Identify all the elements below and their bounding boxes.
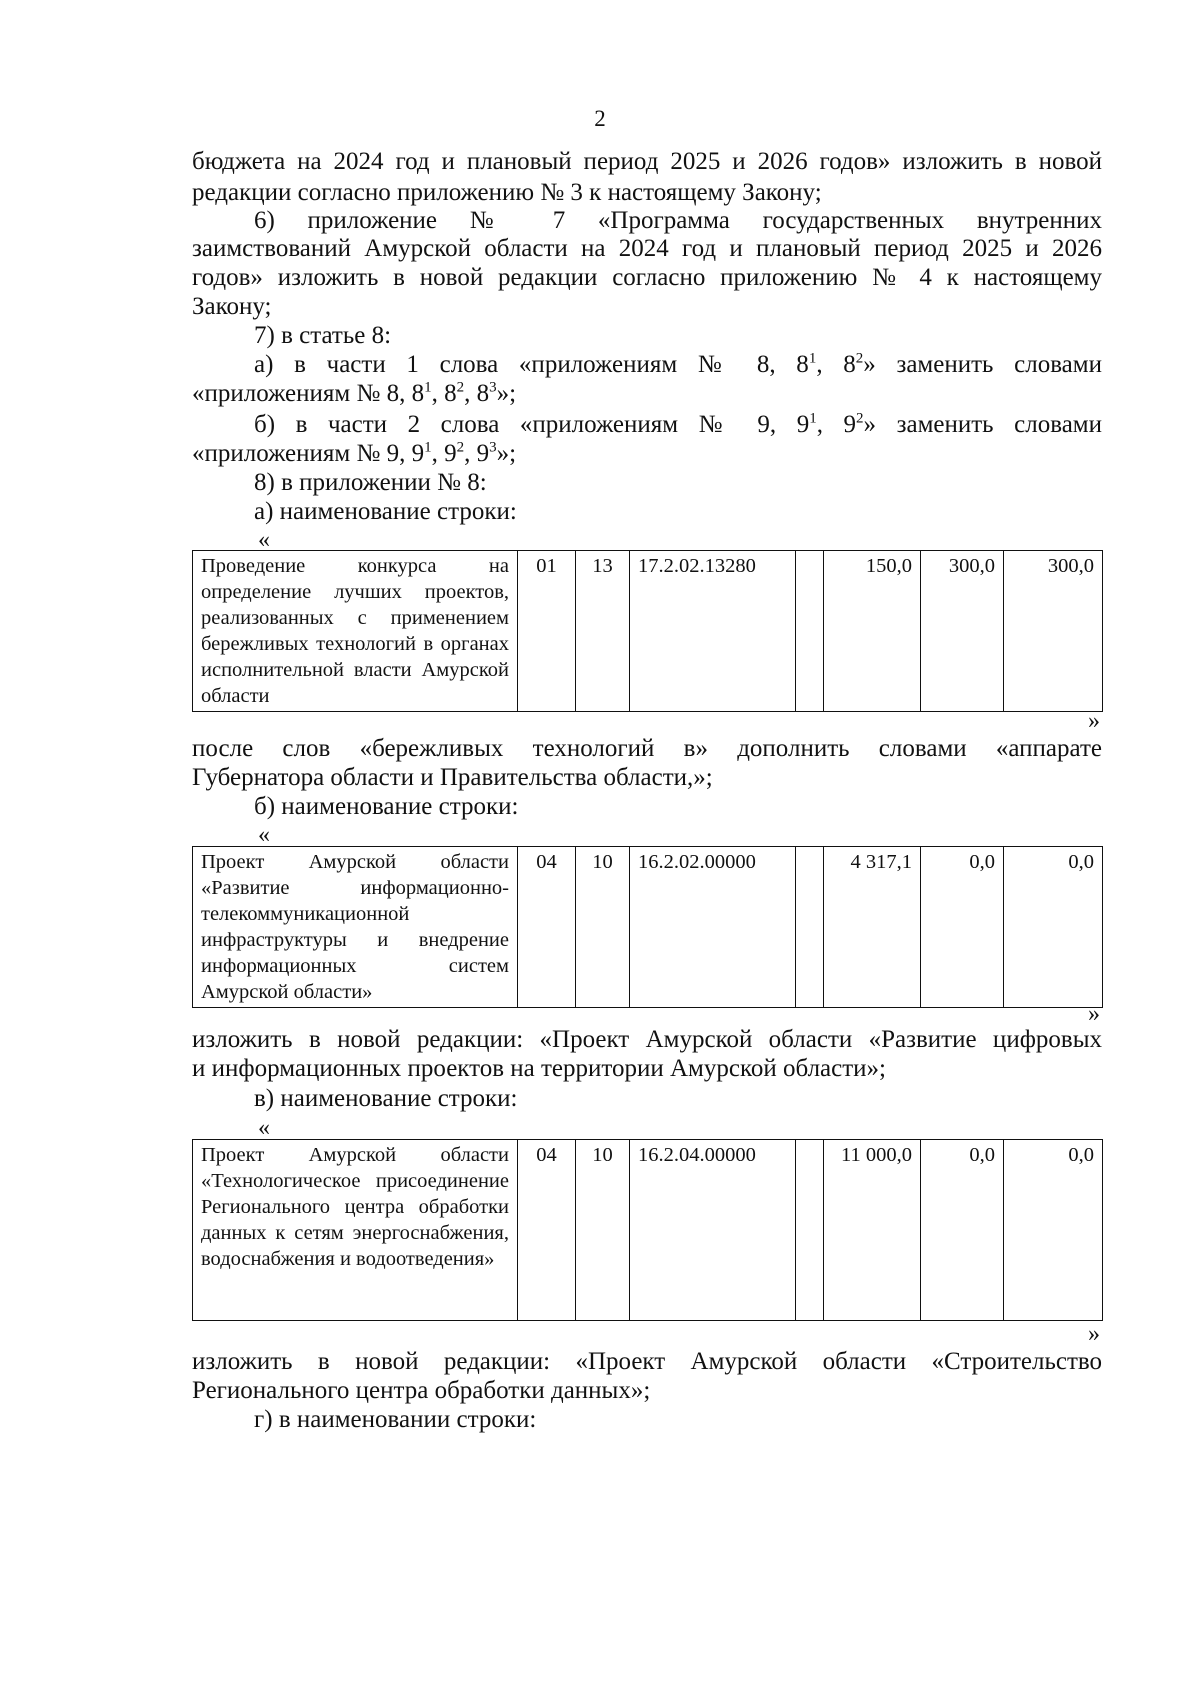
paragraph-line: Закону;	[192, 293, 272, 320]
page-number: 2	[594, 106, 606, 131]
paragraph-line: г) в наименовании строки:	[254, 1406, 537, 1433]
paragraph-line: а) в части 1 слова «приложениям № 8, $8^1$, $8^2$» заменить словами	[254, 350, 1102, 378]
value-2026-cell: 300,0	[1004, 551, 1103, 712]
row-name-cell: Проект Амурской области «Развитие информационно-телекоммуникационной инфраструктуры и внедрение информационных систем Амурской области»	[193, 847, 518, 1008]
row-name-cell: Проект Амурской области «Технологическое присоединение Регионального центра обработки данных к сетям энергоснабжения, водоснабжения и водоотведения»	[193, 1140, 518, 1321]
paragraph-line: Губернатора области и Правительства области,»;	[192, 764, 713, 791]
paragraph-line: «приложениям № 9, $9^1$, $9^2$, $9^3$»;	[192, 439, 517, 467]
paragraph-line: годов» изложить в новой редакции согласно приложению № 4 к настоящему	[192, 264, 1102, 291]
subsection-cell: 13	[576, 551, 630, 712]
budget-row-table	[192, 550, 1103, 712]
value-2024-cell: 150,0	[824, 551, 921, 712]
paragraph-line: после слов «бережливых технологий в» дополнить словами «аппарате	[192, 735, 1102, 762]
paragraph-line: заимствований Амурской области на 2024 год и плановый период 2025 и 2026	[192, 235, 1102, 262]
quote-close: »	[1088, 708, 1100, 734]
value-2024-cell: 4 317,1	[824, 847, 921, 1008]
paragraph-line: Регионального центра обработки данных»;	[192, 1377, 651, 1404]
paragraph-line: а) наименование строки:	[254, 498, 517, 525]
quote-close: »	[1088, 1001, 1100, 1027]
expense-type-cell	[796, 847, 824, 1008]
paragraph-line: бюджета на 2024 год и плановый период 2025 и 2026 годов» изложить в новой	[192, 148, 1102, 175]
target-code-cell: 16.2.04.00000	[630, 1140, 796, 1321]
paragraph-line: 8) в приложении № 8:	[254, 469, 487, 496]
section-cell: 04	[518, 847, 576, 1008]
subsection-cell: 10	[576, 847, 630, 1008]
paragraph-line: редакции согласно приложению № 3 к настоящему Закону;	[192, 179, 822, 206]
value-2026-cell: 0,0	[1004, 1140, 1103, 1321]
section-cell: 04	[518, 1140, 576, 1321]
table-row	[193, 551, 1103, 712]
value-2025-cell: 0,0	[921, 1140, 1004, 1321]
target-code-cell: 16.2.02.00000	[630, 847, 796, 1008]
budget-row-table	[192, 1139, 1103, 1321]
table-row	[193, 1140, 1103, 1321]
value-2024-cell: 11 000,0	[824, 1140, 921, 1321]
expense-type-cell	[796, 551, 824, 712]
quote-open: «	[258, 1115, 270, 1141]
paragraph-line: 6) приложение № 7 «Программа государственных внутренних	[254, 207, 1102, 234]
paragraph-line: и информационных проектов на территории Амурской области»;	[192, 1055, 886, 1082]
paragraph-line: «приложениям № 8, $8^1$, $8^2$, $8^3$»;	[192, 379, 517, 407]
target-code-cell: 17.2.02.13280	[630, 551, 796, 712]
quote-open: «	[258, 822, 270, 848]
value-2025-cell: 300,0	[921, 551, 1004, 712]
row-name-cell: Проведение конкурса на определение лучших проектов, реализованных с применением бережливых технологий в органах исполнительной власти Амурской области	[193, 551, 518, 712]
expense-type-cell	[796, 1140, 824, 1321]
subsection-cell: 10	[576, 1140, 630, 1321]
value-2025-cell: 0,0	[921, 847, 1004, 1008]
paragraph-line: б) наименование строки:	[254, 793, 519, 820]
budget-row-table	[192, 846, 1103, 1008]
table-row	[193, 847, 1103, 1008]
quote-close: »	[1088, 1321, 1100, 1347]
paragraph-line: изложить в новой редакции: «Проект Амурской области «Развитие цифровых	[192, 1026, 1102, 1053]
paragraph-line: изложить в новой редакции: «Проект Амурской области «Строительство	[192, 1348, 1102, 1375]
section-cell: 01	[518, 551, 576, 712]
paragraph-line: 7) в статье 8:	[254, 322, 392, 349]
paragraph-line: б) в части 2 слова «приложениям № 9, $9^1$, $9^2$» заменить словами	[254, 410, 1102, 438]
paragraph-line: в) наименование строки:	[254, 1085, 518, 1112]
quote-open: «	[258, 527, 270, 553]
value-2026-cell: 0,0	[1004, 847, 1103, 1008]
